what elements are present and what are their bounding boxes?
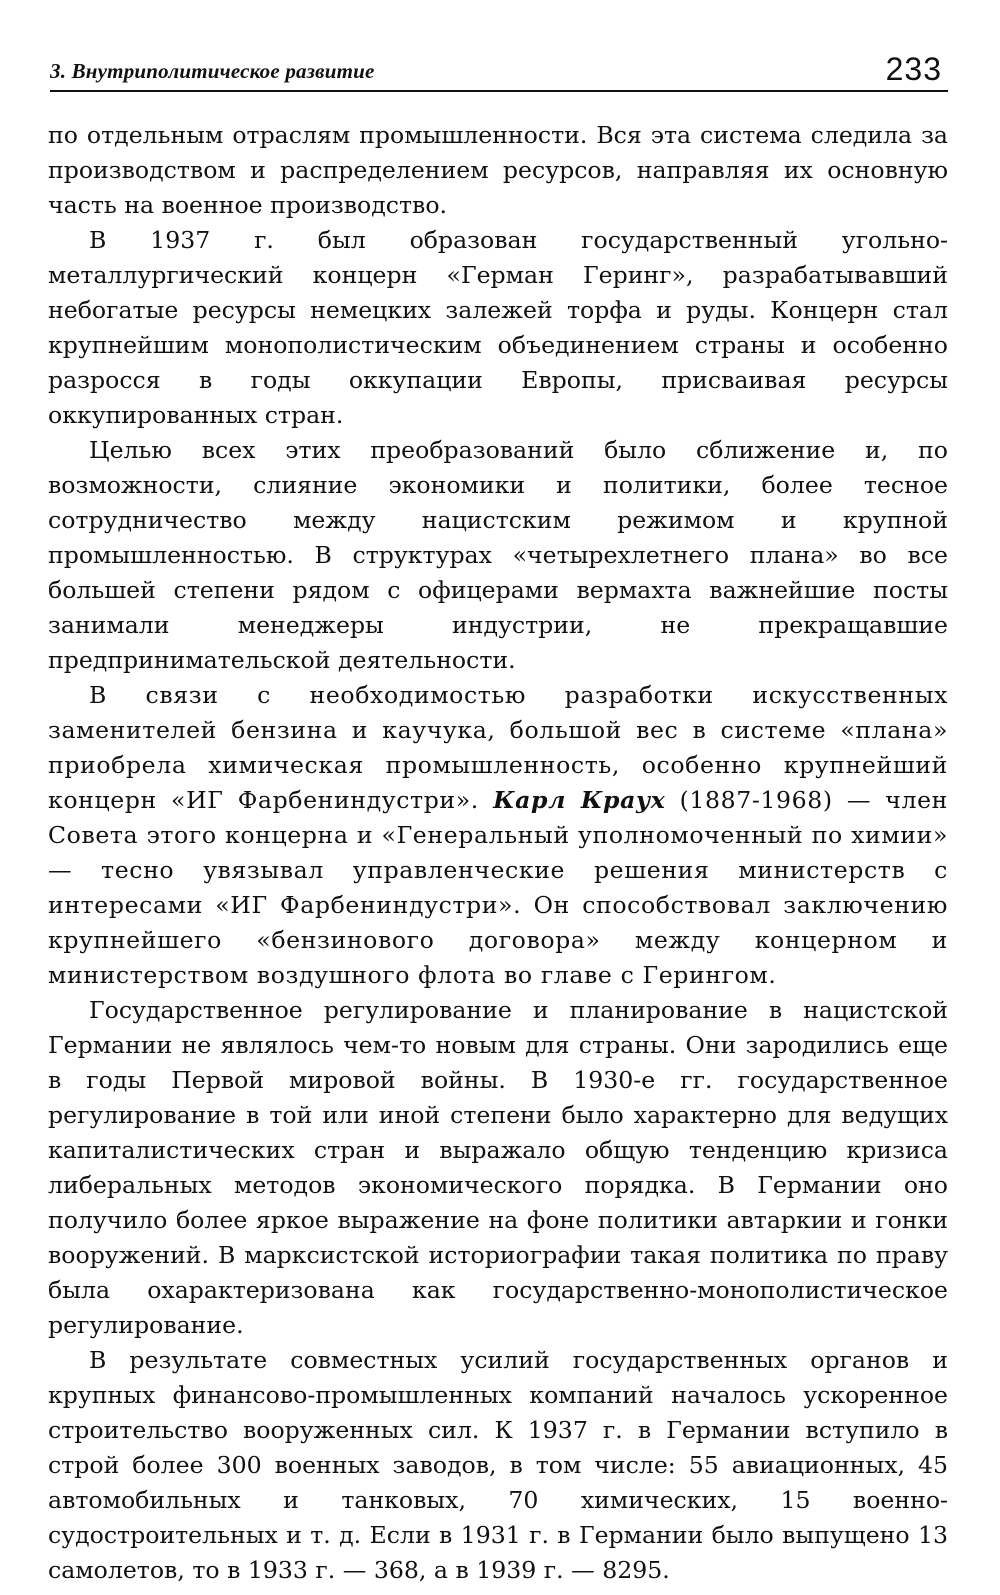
page-header <box>50 42 948 92</box>
paragraph-5: Государственное регулирование и планирование в нацистской Германии не являлось чем-то новым для страны. Они зародились еще в годы Первой мировой войны. В 1930-е гг. государственное регулирование в той или иной степени было характерно для ведущих капиталистических стран и выражало общую тенденцию кризиса либеральных методов экономического порядка. В Германии оно получило более яркое выражение на фоне политики автаркии и гонки вооружений. В марксистской историографии такая политика по праву была охарактеризована как государственно-монополистическое регулирование. <box>48 996 948 1339</box>
paragraph-1: по отдельным отраслям промышленности. Вся эта система следила за производством и распределением ресурсов, направляя их основную часть на военное производство. <box>48 121 948 219</box>
paragraph-4-text-before: В связи с необходимостью разработки искусственных заменителей бензина и каучука, большой вес в системе «плана» приобрела химическая промышленность, особенно крупнейший концерн «ИГ Фарбениндустри». <box>48 681 948 814</box>
paragraph-4 <box>48 678 948 993</box>
paragraph-2: В 1937 г. был образован государственный угольно-металлургический концерн «Герман Геринг», разрабатывавший небогатые ресурсы немецких залежей торфа и руды. Концерн стал крупнейшим монополистическим объединением страны и особенно разросся в годы оккупации Европы, присваивая ресурсы оккупированных стран. <box>48 226 948 429</box>
paragraph-6: В результате совместных усилий государственных органов и крупных финансово-промышленных компаний началось ускоренное строительство вооруженных сил. К 1937 г. в Германии вступило в строй более 300 военных заводов, в том числе: 55 авиационных, 45 автомобильных и танковых, 70 химических, 15 военно-судостроительных и т. д. Если в 1931 г. в Германии было выпущено 13 самолетов, то в 1933 г. — 368, а в 1939 г. — 8295. <box>48 1346 948 1584</box>
person-name: Карл Краух <box>493 786 666 814</box>
body-text <box>48 118 948 1588</box>
paragraph-3: Целью всех этих преобразований было сближение и, по возможности, слияние экономики и политики, более тесное сотрудничество между нацистским режимом и крупной промышленностью. В структурах «четырехлетнего плана» во все большей степени рядом с офицерами вермахта важнейшие посты занимали менеджеры индустрии, не прекращавшие предпринимательской деятельности. <box>48 436 948 674</box>
page-number: 233 <box>885 51 942 87</box>
section-title: 3. Внутриполитическое развитие <box>50 59 375 83</box>
paragraph-4-text-after: (1887-1968) — член Совета этого концерна и «Генеральный уполномоченный по химии» — тесно увязывал управленческие решения министерств с интересами «ИГ Фарбениндустри». Он способствовал заключению крупнейшего «бензинового договора» между концерном и министерством воздушного флота во главе с Герингом. <box>48 786 948 989</box>
